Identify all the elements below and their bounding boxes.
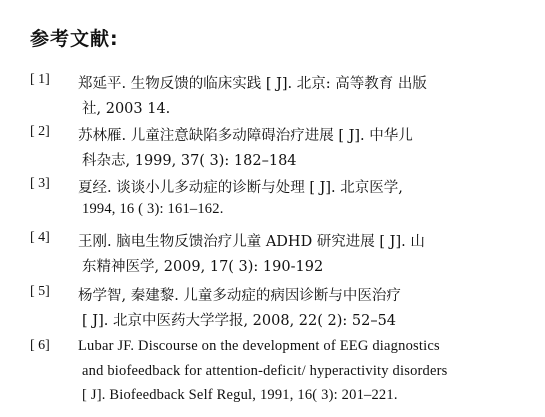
reference-text-line: 王刚. 脑电生物反馈治疗儿童 ADHD 研究进展 [ J]. 山 <box>78 234 425 250</box>
reference-number: [ 5] <box>30 284 50 299</box>
reference-text-line: Lubar JF. Discourse on the development of EEG diagnostics <box>78 338 440 354</box>
reference-text-line: 1994, 16 ( 3): 161–162. <box>82 200 224 217</box>
reference-number: [ 2] <box>30 124 50 139</box>
reference-text-line: 社, 2003 14. <box>82 100 171 117</box>
reference-number: [ 4] <box>30 230 50 245</box>
reference-number: [ 3] <box>30 176 50 191</box>
reference-number: [ 6] <box>30 338 50 353</box>
reference-text-line: 科杂志, 1999, 37( 3): 182–184 <box>82 152 297 169</box>
reference-text-line: 苏林雁. 儿童注意缺陷多动障碍治疗进展 [ J]. 中华儿 <box>78 128 413 144</box>
reference-text-line: [ J]. Biofeedback Self Regul, 1991, 16( 3): 201–221. <box>82 387 398 403</box>
reference-text-line: and biofeedback for attention-deficit/ hyperactivity disorders <box>82 362 448 379</box>
reference-number: [ 1] <box>30 72 50 87</box>
reference-text-line: 郑延平. 生物反馈的临床实践 [ J]. 北京: 高等教育 出版 <box>78 76 427 92</box>
reference-text-line: 杨学智, 秦建黎. 儿童多动症的病因诊断与中医治疗 <box>78 288 401 304</box>
reference-text-line: 夏经. 谈谈小儿多动症的诊断与处理 [ J]. 北京医学, <box>78 180 403 196</box>
reference-text-line: 东精神医学, 2009, 17( 3): 190-192 <box>82 258 324 275</box>
reference-text-line: [ J]. 北京中医药大学学报, 2008, 22( 2): 52–54 <box>82 312 397 329</box>
references-heading: 参考文献: <box>30 28 119 50</box>
